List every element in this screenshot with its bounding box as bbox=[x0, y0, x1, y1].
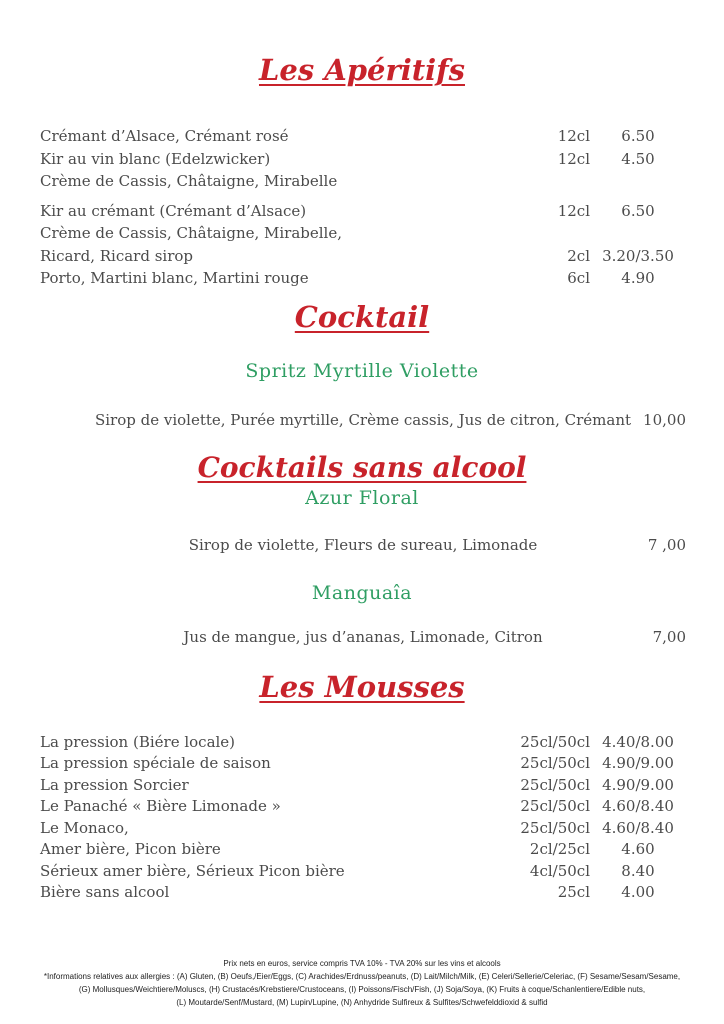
item-name: La pression spéciale de saison bbox=[40, 754, 271, 772]
footer-line-allergies-2: (G) Mollusques/Weichtiere/Moluscs, (H) Crustacés/Krebstiere/Crustoceans, (I) Poissons/Fisch/Fish, (J) Soja/Soya, (K) Fruits à coque/Schanlentiere/Edible nuts, bbox=[78, 985, 646, 994]
footer-line-prices: Prix nets en euros, service compris TVA 10% - TVA 20% sur les vins et alcools bbox=[223, 959, 501, 968]
item-name: Crème de Cassis, Châtaigne, Mirabelle, bbox=[40, 224, 342, 242]
item-name: Crème de Cassis, Châtaigne, Mirabelle bbox=[40, 172, 338, 190]
menu-item-row bbox=[40, 818, 686, 840]
item-price bbox=[590, 222, 686, 245]
section-title-mousses: Les Mousses bbox=[259, 669, 465, 704]
item-name: Sérieux amer bière, Sérieux Picon bière bbox=[40, 861, 345, 880]
item-price: 4.90 bbox=[621, 269, 655, 287]
menu-item-row bbox=[40, 267, 686, 290]
item-name: Bière sans alcool bbox=[40, 883, 170, 901]
menu-item-row bbox=[40, 170, 686, 193]
cocktail-description: Sirop de violette, Fleurs de sureau, Limonade bbox=[188, 535, 538, 554]
item-price: 4.60/8.40 bbox=[602, 797, 674, 815]
cocktail-description-row bbox=[40, 534, 686, 556]
item-name: Porto, Martini blanc, Martini rouge bbox=[40, 269, 309, 287]
menu-item-row bbox=[40, 245, 686, 268]
menu-item-row bbox=[40, 222, 686, 245]
item-price: 10,00 bbox=[643, 410, 686, 429]
item-quantity bbox=[520, 222, 590, 245]
item-price: 8.40 bbox=[621, 861, 655, 880]
item-name: Ricard, Ricard sirop bbox=[40, 246, 194, 265]
footer-line-allergies-3: (L) Moutarde/Senf/Mustard, (M) Lupin/Lupine, (N) Anhydride Sulfireux & Sulfites/Schwefelddioxid & sulfid bbox=[176, 998, 548, 1007]
menu-item-row bbox=[40, 775, 686, 797]
item-price: 7,00 bbox=[652, 627, 686, 646]
item-price: 4.50 bbox=[621, 149, 655, 168]
item-quantity: 25cl bbox=[557, 883, 590, 901]
item-quantity: 25cl/50cl bbox=[520, 754, 590, 772]
menu-item-row bbox=[40, 148, 686, 171]
menu-item-row bbox=[40, 200, 686, 223]
item-quantity: 25cl/50cl bbox=[520, 732, 590, 751]
item-price: 6.50 bbox=[621, 201, 655, 220]
item-quantity: 25cl/50cl bbox=[520, 818, 590, 837]
menu-item-row bbox=[40, 732, 686, 754]
cocktail-subtitle: Manguaîa bbox=[311, 581, 413, 604]
cocktail-description: Jus de mangue, jus d’ananas, Limonade, Citron bbox=[183, 627, 543, 646]
section-title-aperitifs: Les Apéritifs bbox=[258, 53, 465, 87]
item-price: 4.90/9.00 bbox=[602, 754, 674, 772]
item-quantity: 4cl/50cl bbox=[529, 861, 590, 880]
item-quantity: 25cl/50cl bbox=[520, 797, 590, 815]
cocktail-subtitle: Spritz Myrtille Violette bbox=[245, 359, 479, 382]
item-price: 4.60 bbox=[621, 840, 655, 858]
item-price: 4.40/8.00 bbox=[602, 732, 674, 751]
item-quantity: 12cl bbox=[557, 201, 590, 220]
item-quantity: 2cl/25cl bbox=[529, 840, 590, 858]
item-quantity: 12cl bbox=[557, 149, 590, 168]
item-quantity: 2cl bbox=[567, 246, 590, 265]
item-price: 4.00 bbox=[621, 883, 655, 901]
cocktail-description-row bbox=[40, 626, 686, 648]
item-quantity: 12cl bbox=[557, 127, 590, 145]
item-price: 6.50 bbox=[621, 127, 655, 145]
menu-item-row bbox=[40, 796, 686, 818]
menu-item-row bbox=[40, 753, 686, 775]
item-name: Kir au crémant (Crémant d’Alsace) bbox=[40, 201, 307, 220]
item-quantity bbox=[520, 170, 590, 193]
footer-line-allergies-1: *Informations relatives aux allergies : (A) Gluten, (B) Oeufs,/Eier/Eggs, (C) Arachides/Erdnuss/peanuts, (D) Lait/Milch/Milk, (E) Celeri/Sellerie/Celeriac, (F) Sesame/Sesam/Sesame, bbox=[43, 972, 681, 981]
item-price: 3.20/3.50 bbox=[602, 246, 674, 265]
menu-item-row bbox=[40, 839, 686, 861]
item-price: 4.60/8.40 bbox=[602, 818, 674, 837]
item-quantity: 6cl bbox=[567, 269, 590, 287]
footer-legal bbox=[0, 957, 724, 1009]
menu-item-row bbox=[40, 125, 686, 148]
item-name: La pression Sorcier bbox=[40, 775, 189, 794]
item-name: Crémant d’Alsace, Crémant rosé bbox=[40, 127, 289, 145]
item-name: Le Monaco, bbox=[40, 818, 129, 837]
menu-item-row bbox=[40, 861, 686, 883]
cocktail-description: Sirop de violette, Purée myrtille, Crème cassis, Jus de citron, Crémant bbox=[94, 410, 632, 429]
mousses-list bbox=[40, 732, 686, 904]
item-price bbox=[590, 170, 686, 193]
section-title-cocktail: Cocktail bbox=[294, 299, 430, 334]
section-title-cocktails-sans-alcool: Cocktails sans alcool bbox=[197, 450, 527, 484]
aperitifs-list bbox=[40, 125, 686, 290]
item-name: Le Panaché « Bière Limonade » bbox=[40, 797, 281, 815]
menu-item-row bbox=[40, 882, 686, 904]
cocktail-description-row bbox=[40, 409, 686, 431]
item-name: La pression (Biére locale) bbox=[40, 732, 236, 751]
item-quantity: 25cl/50cl bbox=[520, 775, 590, 794]
cocktail-subtitle: Azur Floral bbox=[305, 486, 419, 509]
item-price: 4.90/9.00 bbox=[602, 775, 674, 794]
item-name: Amer bière, Picon bière bbox=[40, 840, 221, 858]
item-price: 7 ,00 bbox=[647, 535, 686, 554]
item-name: Kir au vin blanc (Edelzwicker) bbox=[40, 149, 271, 168]
